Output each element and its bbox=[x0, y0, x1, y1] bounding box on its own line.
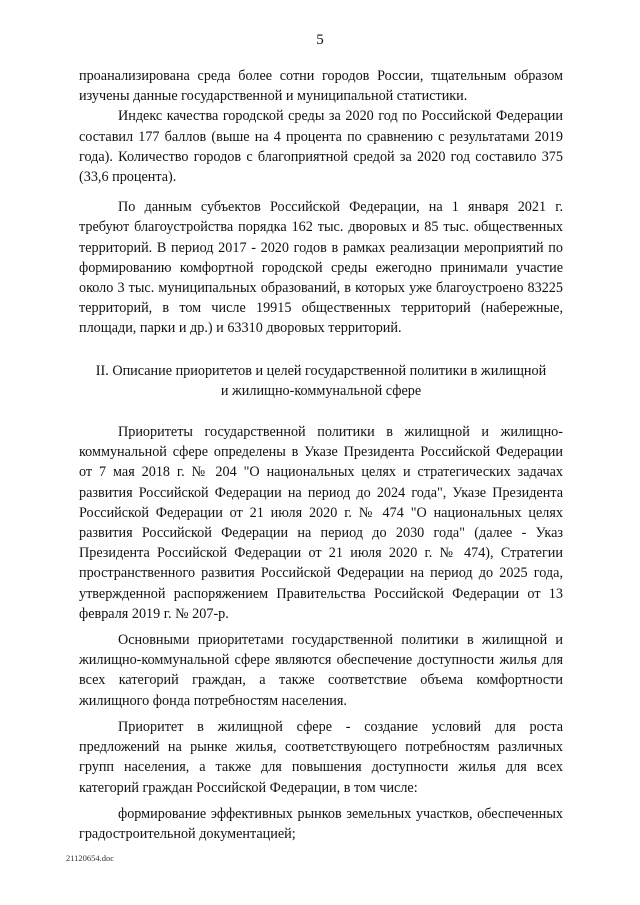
document-file-code: 21120654.doc bbox=[66, 853, 115, 863]
document-body bbox=[79, 66, 563, 844]
paragraph-main-priorities: Основными приоритетами государственной политики в жилищной и жилищно-коммунальной сфере являются обеспечение доступности жилья для всех категорий граждан, а также соответствие объема комфортности жилищного фонда потребностям населения. bbox=[79, 632, 563, 709]
paragraph-urban-quality-index: Индекс качества городской среды за 2020 год по Российской Федерации составил 177 баллов (выше на 4 процента по сравнению с результатами 2019 года). Количество городов с благоприятной средой за 2020 год составило 375 (33,6 процента). bbox=[79, 108, 563, 186]
section-heading-line-2: и жилищно-коммунальной сфере bbox=[220, 382, 422, 399]
paragraph-territories-improvement: По данным субъектов Российской Федерации, на 1 января 2021 г. требуют благоустройства порядка 162 тыс. дворовых и 85 тыс. общественных территорий. В период 2017 - 2020 годов в рамках реализации мероприятий по формированию комфортной городской среды ежегодно принимали участие около 3 тыс. муниципальных образований, в которых уже благоустроено 83225 территорий, в том числе 19915 общественных территорий (набережные, площади, парки и др.) и 63310 дворовых территорий. bbox=[79, 199, 563, 337]
paragraph-land-markets: формирование эффективных рынков земельных участков, обеспеченных градостроительной документацией; bbox=[79, 805, 563, 842]
section-heading bbox=[79, 361, 563, 401]
section-heading-line-1: II. Описание приоритетов и целей государственной политики в жилищной bbox=[95, 362, 547, 379]
paragraph-policy-priorities: Приоритеты государственной политики в жилищной и жилищно-коммунальной сфере определены в Указе Президента Российской Федерации от 7 мая 2018 г. № 204 "О национальных целях и стратегических задачах развития Российской Федерации на период до 2024 года", Указе Президента Российской Федерации от 21 июля 2020 г. № 474 "О национальных целях развития Российской Федерации на период до 2030 года" (далее - Указ Президента Российской Федерации от 21 июля 2020 г. № 474), Стратегии пространственного развития Российской Федерации на период до 2025 года, утвержденной распоряжением Правительства Российской Федерации от 13 февраля 2019 г. № 207-р. bbox=[79, 424, 563, 622]
page-number: 5 bbox=[316, 32, 324, 48]
paragraph-intro-continuation: проанализирована среда более сотни городов России, тщательным образом изучены данные государственной и муниципальной статистики. bbox=[79, 68, 563, 105]
paragraph-housing-priority: Приоритет в жилищной сфере - создание условий для роста предложений на рынке жилья, соответствующего потребностям различных групп населения, а также для повышения доступности жилья для всех категорий граждан Российской Федерации, в том числе: bbox=[79, 718, 563, 796]
